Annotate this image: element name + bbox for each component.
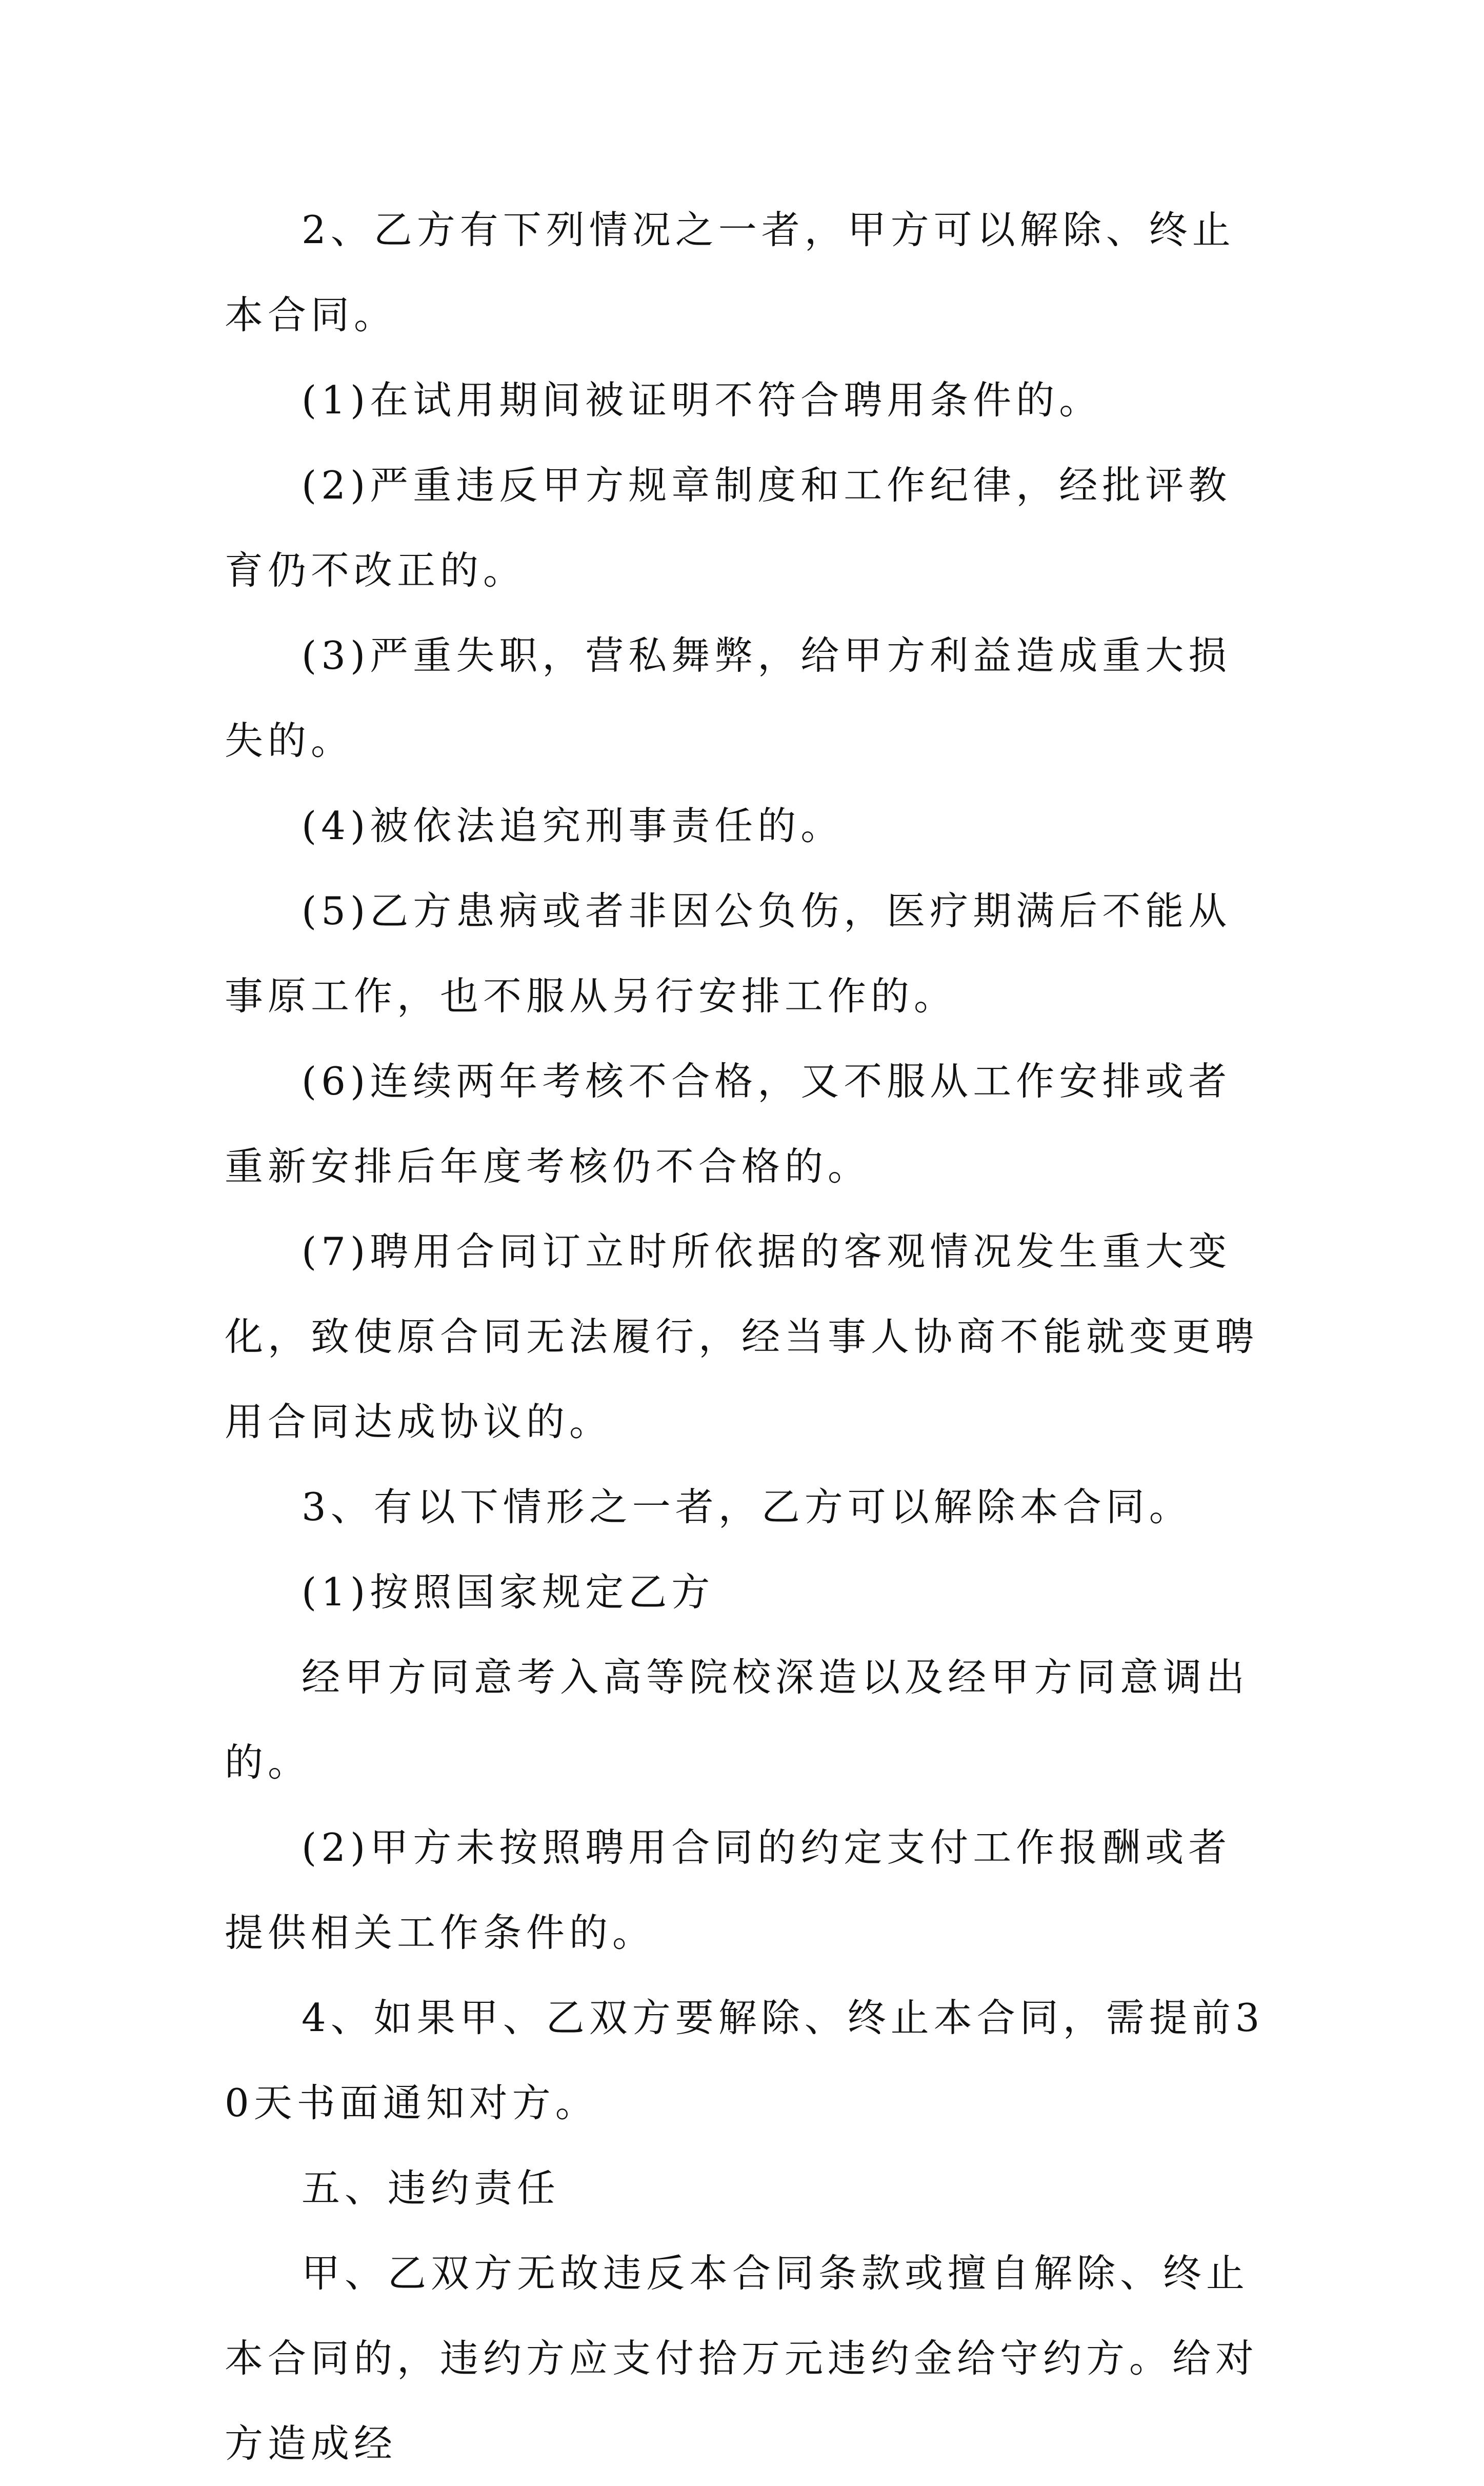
clause-2-item-5: (5)乙方患病或者非因公负伤，医疗期满后不能从事原工作，也不服从另行安排工作的。 bbox=[225, 888, 1232, 1019]
contract-body bbox=[225, 187, 1271, 2486]
clause-2-termination-by-party-a: 2、乙方有下列情况之一者，甲方可以解除、终止本合同。 bbox=[225, 207, 1235, 337]
section-5-liability-text: 甲、乙双方无故违反本合同条款或擅自解除、终止本合同的，违约方应支付拾万元违约金给守约方。给对方造成经 bbox=[225, 2251, 1259, 2466]
clause-2-item-2: (2)严重违反甲方规章制度和工作纪律，经批评教育仍不改正的。 bbox=[225, 463, 1232, 593]
clause-3-item-1-continued: 经甲方同意考入高等院校深造以及经甲方同意调出的。 bbox=[225, 1655, 1250, 1785]
clause-2-item-3: (3)严重失职，营私舞弊，给甲方利益造成重大损失的。 bbox=[225, 633, 1232, 763]
section-5-heading: 五、违约责任 bbox=[302, 2165, 560, 2211]
clause-3-item-1: (1)按照国家规定乙方 bbox=[302, 1569, 715, 1615]
clause-3-item-2: (2)甲方未按照聘用合同的约定支付工作报酬或者提供相关工作条件的。 bbox=[225, 1825, 1232, 1955]
clause-4-notice-period: 4、如果甲、乙双方要解除、终止本合同，需提前30天书面通知对方。 bbox=[225, 1995, 1265, 2125]
clause-2-item-6: (6)连续两年考核不合格，又不服从工作安排或者重新安排后年度考核仍不合格的。 bbox=[225, 1059, 1232, 1189]
clause-3-termination-by-party-b: 3、有以下情形之一者，乙方可以解除本合同。 bbox=[302, 1484, 1192, 1529]
clause-2-item-1: (1)在试用期间被证明不符合聘用条件的。 bbox=[302, 377, 1102, 423]
clause-2-item-7: (7)聘用合同订立时所依据的客观情况发生重大变化，致使原合同无法履行，经当事人协商不能就变更聘用合同达成协议的。 bbox=[225, 1229, 1259, 1444]
clause-2-item-4: (4)被依法追究刑事责任的。 bbox=[302, 803, 844, 848]
